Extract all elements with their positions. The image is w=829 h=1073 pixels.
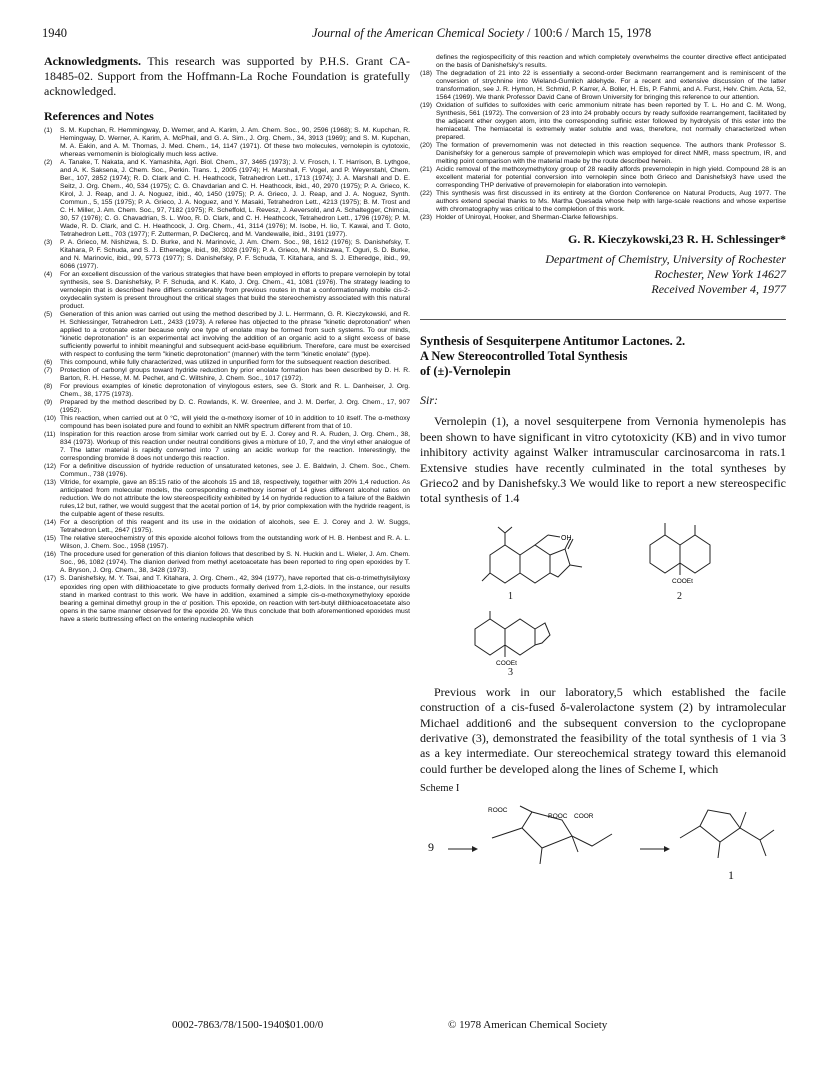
reference-number: (10) [44, 415, 57, 423]
reference-item [44, 463, 410, 479]
reference-text: P. A. Grieco, M. Nishizwa, S. D. Burke, and N. Marinovic, J. Am. Chem. Soc., 98, 1612 (1976); S. Danishefsky, T. Kitahara, P. F. Schuda, and S. J. Etheredge, ibid., 98, 3028 (1976); P. A. Grieco, M. Nishizawa, T. Oguri, S. D. Burke, and N. Marinovic, ibid., 99, 5773 (1977); S. Danishefsky, P. F. Schuda, T. Kitahara, and S. J. Etheredge, ibid., 99, 6066 (1977). [60, 238, 410, 270]
reference-text: Acidic removal of the methoxymethyloxy group of 28 readily affords prevernolepin in high yield. Compound 28 is an excellent material for potential conversion into vernolepin since both Grieco and Danishefsky3 have used the corresponding THP derivative of prevernolepin for elaboration into vernolepin. [436, 166, 786, 190]
reference-item [44, 383, 410, 399]
paragraph-2: Previous work in our laboratory,5 which established the facile construction of a cis-fused δ-valerolactone system (2) by intramolecular Michael addition6 and the subsequent conversion to the cyclopropane derivative (3), demonstrated the feasibility of the total synthesis of 1 via 3 as a key intermediate. Our stereochemical strategy toward this elemanoid could further be developed along the lines of Scheme I, which [420, 684, 786, 776]
reference-item [44, 127, 410, 159]
reference-item [420, 214, 786, 222]
scheme-start-compound: 9 [428, 840, 434, 855]
structure-1-oh-label: OH [561, 534, 572, 542]
reference-text: This reaction, when carried out at 0 °C, will yield the α-methoxy isomer of 10 in addition to 10 itself. The α-methoxy compound has been isolated pure and found to exhibit an NMR spectrum different from that of 10. [60, 415, 410, 431]
reference-number: (16) [44, 551, 57, 559]
reference-number: (6) [44, 359, 53, 367]
journal-name: Journal of the American Chemical Society / 100:6 / March 15, 1978 [312, 26, 652, 40]
reference-item [44, 159, 410, 239]
structure-3-label: 3 [508, 666, 513, 678]
reference-text: The relative stereochemistry of this epoxide alcohol follows from the outstanding work of H. B. Henbest and R. A. L. Wilson, J. Chem. Soc., 1958 (1957). [60, 535, 410, 551]
reference-text: For a description of this reagent and its use in the oxidation of alcohols, see E. J. Corey and J. W. Suggs, Tetrahedron Lett., 2647 (1975). [60, 519, 410, 535]
reference-number: (18) [420, 70, 433, 78]
reference-item [44, 479, 410, 519]
reference-item [44, 239, 410, 271]
reference-number: (20) [420, 142, 433, 150]
footer-code: 0002-7863/78/1500-1940$01.00/0 [172, 1019, 324, 1031]
reference-number: (7) [44, 367, 53, 375]
reference-text: For previous examples of kinetic deprotonation of vinylogous esters, see G. Stork and R. L. Danheiser, J. Org. Chem., 38, 1775 (1973). [60, 383, 410, 399]
scheme-product-drawing [674, 798, 784, 878]
reference-text: Oxidation of sulfides to sulfoxides with ceric ammonium nitrate has been reported by T. L. Ho and C. M. Wong, Synthesis, 561 (1972). The conversion of 23 into 24 probably occurs by ready sulfoxide rearrangement, facilitated by the adjacent ether oxygen atom, into the corresponding sulfinic ester followed by hydrolysis of this ester into the hemiacetal. The hemiacetal is extremely water soluble and was, therefore, not normally characterized when prepared. [436, 102, 786, 142]
reference-item [44, 415, 410, 431]
reference-item [420, 102, 786, 142]
reference-item [420, 70, 786, 102]
reference-item [44, 311, 410, 359]
reference-text: For an excellent discussion of the various strategies that have been employed in efforts to prepare vernolepin by total synthesis, see S. Danishefsky, P. F. Schuda, and K. Kato, J. Org. Chem., 41, 1081 (1976). The strategy leading to vernolepin that is described here differs considerably from previous routes in that a conformationally mobile cis-2-oxydecalin system is present throughout the critical stages that build the stereochemistry associated with this natural product. [60, 270, 410, 310]
reference-text: Protection of carbonyl groups toward hydride reduction by prior enolate formation has been described by D. H. R. Barton, R. H. Hesse, M. M. Pechet, and C. Wiltshire, J. Chem. Soc., 1017 (1972). [60, 367, 410, 383]
reference-number: (14) [44, 519, 57, 527]
structure-3 [420, 609, 786, 678]
reference-text: This compound, while fully characterized, was utilized in unpurified form for the subsequent reaction described. [60, 359, 391, 367]
reference-item [420, 190, 786, 214]
reference-text: The procedure used for generation of this dianion follows that described by S. N. Huckin and L. Wieler, J. Am. Chem. Soc., 96, 1082 (1974). The dianion derived from methyl acetoacetate has been reported to ring open epoxides by T. A. Bryson, J. Org. Chem., 38, 3428 (1973). [60, 551, 410, 575]
structure-2-sub-label: COOEt [672, 577, 693, 585]
reference-item [44, 519, 410, 535]
reference-item [44, 575, 410, 623]
reference-text: defines the regiospecificity of this reaction and which completely overwhelms the counter directive effect anticipated on the basis of Danishefsky's results. [436, 54, 786, 70]
reference-item [44, 551, 410, 575]
reference-text: The degradation of 21 into 22 is essentially a second-order Beckmann rearrangement and is reminiscent of the conversion of strychnine into Wieland-Gumlich aldehyde. For a recent and extensive discussion of the latter transformation, see J. R. Hymon, H. Schmid, P. Karrer, A. Boller, H. Els, P. Fahrni, and A. Furst, Helv. Chim. Acta, 52, 1564 (1969). We thank Professor David Cane of Brown University for bringing this reference to our attention. [436, 70, 786, 102]
references-heading: References and Notes [44, 108, 154, 123]
reference-number: (9) [44, 399, 53, 407]
structure-3-drawing [460, 609, 570, 669]
affiliation: Department of Chemistry, University of Rochester Rochester, New York 14627 Received November 4, 1977 [545, 252, 786, 297]
paragraph-1: Vernolepin (1), a novel sesquiterpene from Vernonia hymenolepis has been shown to have significant in vitro cytotoxicity (KB) and in vivo tumor inhibitory activity against Walker intramuscular carcinosarcoma in rats.1 Extensive studies have recently culminated in the total syntheses by Grieco2 and by Danishefsky.3 We would like to report a new stereospecific total synthesis of 1.4 [420, 414, 786, 506]
reference-item [44, 399, 410, 415]
reference-item [44, 359, 410, 367]
reference-item [420, 54, 786, 70]
left-column [44, 54, 410, 624]
reference-number: (2) [44, 158, 53, 166]
reference-number: (13) [44, 479, 57, 487]
footer-copyright: © 1978 American Chemical Society [448, 1019, 608, 1031]
scheme-r3-label: COOR [574, 813, 594, 821]
reference-text: S. Danishefsky, M. Y. Tsai, and T. Kitahara, J. Org. Chem., 42, 394 (1977), have reported that cis-α-trimethylsilyloxy epoxides ring open with dilithioacetate to give products formally derived from 1,2-diols. In the instance, our results stand in marked contrast to this work. We have in addition, examined a simple cis-α-methoxymethyloxy epoxide bearing a geminal dimethyl group in the α' position. This epoxide, on reaction with tert-butyl dilithioacetoacetate also opens in the same manner observed for the epoxide 20. We thus conclude that both aforementioned epoxides must have a steric buttressing effect on the entering nucleophile which [60, 575, 410, 623]
reference-text: For a definitive discussion of hydride reduction of unsaturated ketones, see J. E. Baldwin, J. Chem. Soc., Chem. Commun., 738 (1976). [60, 463, 410, 479]
structures-1-2 [420, 515, 786, 607]
reference-number: (11) [44, 431, 56, 439]
right-column [420, 54, 786, 883]
reference-text: Inspiration for this reaction arose from similar work carried out by E. J. Corey and R. A. Ruden, J. Org. Chem., 38, 834 (1973). Workup of this reaction under neutral conditions gives a mixture of 10, 7, and the vinyl ether analogue of 7. The latter material is rapidly converted into 7 using an acidic workup for the reaction. Interestingly, the corresponding bromide 8 does not undergo this reaction. [60, 431, 410, 463]
reference-text: The formation of prevernomenin was not detected in this reaction sequence. The authors thank Professor S. Danishefsky for a generous sample of prevernolepin which was employed for direct NMR, mass spectrum, IR, and melting point comparison with the material made by the route described herein. [436, 142, 786, 166]
scheme-r1-label: ROOC [488, 807, 508, 815]
divider [420, 319, 786, 320]
reference-item [44, 367, 410, 383]
reference-number [420, 54, 436, 70]
reference-number: (17) [44, 575, 57, 583]
scheme-end-compound: 1 [728, 868, 734, 883]
acknowledgments: Acknowledgments. This research was supported by P.H.S. Grant CA-18485-02. Support from the Hoffmann-La Roche Foundation is gratefully acknowledged. [44, 54, 410, 99]
scheme-label: Scheme I [420, 783, 460, 795]
reference-list-left [44, 127, 410, 624]
running-header [42, 26, 785, 44]
page-number: 1940 [42, 26, 67, 40]
salutation: Sir: [420, 393, 438, 408]
structure-2-drawing [630, 515, 740, 595]
reference-list-right [420, 54, 786, 222]
reference-number: (8) [44, 383, 53, 391]
reference-number: (4) [44, 270, 53, 278]
reference-text: This synthesis was first discussed in its entirety at the Gordon Conference on Natural Products, Aug 1977. The authors extend special thanks to Ms. Martha Quesada whose help with large-scale reactions and whose expertise with chromatography was critical to the completion of this work. [436, 190, 786, 214]
reference-number: (22) [420, 190, 433, 198]
reference-text: Prepared by the method described by D. C. Rowlands, K. W. Greenlee, and J. M. Derfer, J. Org. Chem., 17, 907 (1952). [60, 399, 410, 415]
reference-text: Vitride, for example, gave an 85:15 ratio of the alcohols 15 and 18, respectively, together with 20% 1,4 reduction. As anticipated from molecular models, the corresponding α-methoxy isomer of 14 gives different alcohol ratios on reduction. We do not attribute the low stereospecificity exhibited by 14 on hydride reduction to a failure of the Baldwin rules,12 but, rather, we would suggest that the acetal portion of 14, by prior complexation with the hydride reagent, is the culpable agent of these results. [60, 479, 410, 519]
structure-2-label: 2 [677, 590, 682, 602]
reference-number: (12) [44, 463, 57, 471]
reference-item [420, 166, 786, 190]
reference-text: Holder of Uniroyal, Hooker, and Sherman-Clarke fellowships. [436, 214, 618, 222]
reference-number: (19) [420, 102, 433, 110]
scheme-r2-label: ROOC [548, 813, 568, 821]
reference-item [44, 535, 410, 551]
reference-text: S. M. Kupchan, R. Hemmingway, D. Werner, and A. Karim, J. Am. Chem. Soc., 90, 2596 (1968); S. M. Kupchan, R. Hemingway, D. Werner, A. Karim, A. McPhail, and G. A. Sim., J. Org. Chem., 34, 3913 (1969); and S. M. Kupchan, M. A. Eakin, and A. M. Thomas, J. Med. Chem., 14, 1147 (1971). Of these two molecules, vernolepin is cytotoxic, whereas vernomenin is biologically much less active. [60, 126, 410, 158]
reference-number: (5) [44, 310, 53, 318]
reference-number: (21) [420, 166, 433, 174]
structure-3-sub-label: COOEt [496, 659, 517, 667]
reference-number: (1) [44, 126, 53, 134]
scheme-intermediate-drawing [482, 798, 632, 878]
article-title: Synthesis of Sesquiterpene Antitumor Lactones. 2. A New Stereocontrolled Total Synthesis of (±)-Vernolepin [420, 334, 686, 379]
authors: G. R. Kieczykowski,23 R. H. Schlessinger* [568, 232, 786, 247]
scheme-arrow-1 [448, 844, 478, 854]
reference-text: A. Tanake, T. Nakata, and K. Yamashita, Agri. Biol. Chem., 37, 3465 (1973); J. V. Frosch, I. T. Harrison, B. Lythgoe, and A. K. Saksena, J. Chem. Soc., Perkin. Trans. 1, 2005 (1974); H. Marshall, F. Vogel, and P. Weyerstahl, Chem. Ber., 107, 2852 (1974); R. D. Clark and C. H. Heathcock, Tetrahedron Lett., 1713 (1974); J. A. Marshall and D. E. Seitz, J. Org. Chem., 40, 534 (1975); C. G. Chavdarian and C. H. Heathcock, ibid., 40, 2970 (1975); P. A. Grieco, K. Kirol, J. J. Reap, and J. A. Noguez, ibid., 40, 1450 (1975); P. A. Grieco, J. J. Reap, and J. A. Noguez, Synth. Commun., 5, 155 (1975); P. A. Grieco, J. A. Noguez, and Y. Masaki, Tetrahedron Lett., 4213 (1975); B. M. Trost and C. H. Miller, J. Am. Chem. Soc., 97, 7182 (1975); R. Scheffold, L. Revesz, J. Aeversold, and A. Schaltegger, Chimcia, 30, 57 (1976); C. G. Chavadrian, S. L. Woo, R. D. Clark, and C. H. Heathcock, Tetrahedron Lett., 1796 (1976); P. M. Wade, R. D. Clark, and C. H. Heathcock, J. Org. Chem., 41, 3114 (1976); M. Isobe, H. Iio, T. Kawai, and T. Goto, Tetrahedron Lett., 703 (1977); F. Zutterman, P. DeClercq, and M. Vandewalle, ibid., 3191 (1977). [60, 158, 410, 238]
reference-number: (23) [420, 214, 433, 222]
reference-item [420, 142, 786, 166]
reference-item [44, 431, 410, 463]
reference-number: (15) [44, 535, 57, 543]
structure-1-drawing [460, 515, 640, 605]
structure-1-label: 1 [508, 590, 513, 602]
reference-item [44, 271, 410, 311]
reference-number: (3) [44, 238, 53, 246]
scheme-arrow-2 [640, 844, 670, 854]
scheme-1 [420, 798, 786, 883]
reference-text: Generation of this anion was carried out using the method described by J. L. Herrmann, G. R. Kieczykowski, and R. H. Schlessinger, Tetrahedron Lett., 2433 (1973). A referee has objected to the phrase "kinetic deprotonation" when applied to a crotonate ester because only one type of enolate may be formed from such systems. To our minds, "kinetic deprotonation" is an experimental act involving the addition of an organic acid to a slight excess of base sufficiently powerful to inhibit meaningful and subsequent acid-base equilibrium. Therefore, care must be exercised with respect to confusing the term "kinetic deprotonation" (manner) with the term "kinetic enolate" (type). [60, 310, 410, 359]
